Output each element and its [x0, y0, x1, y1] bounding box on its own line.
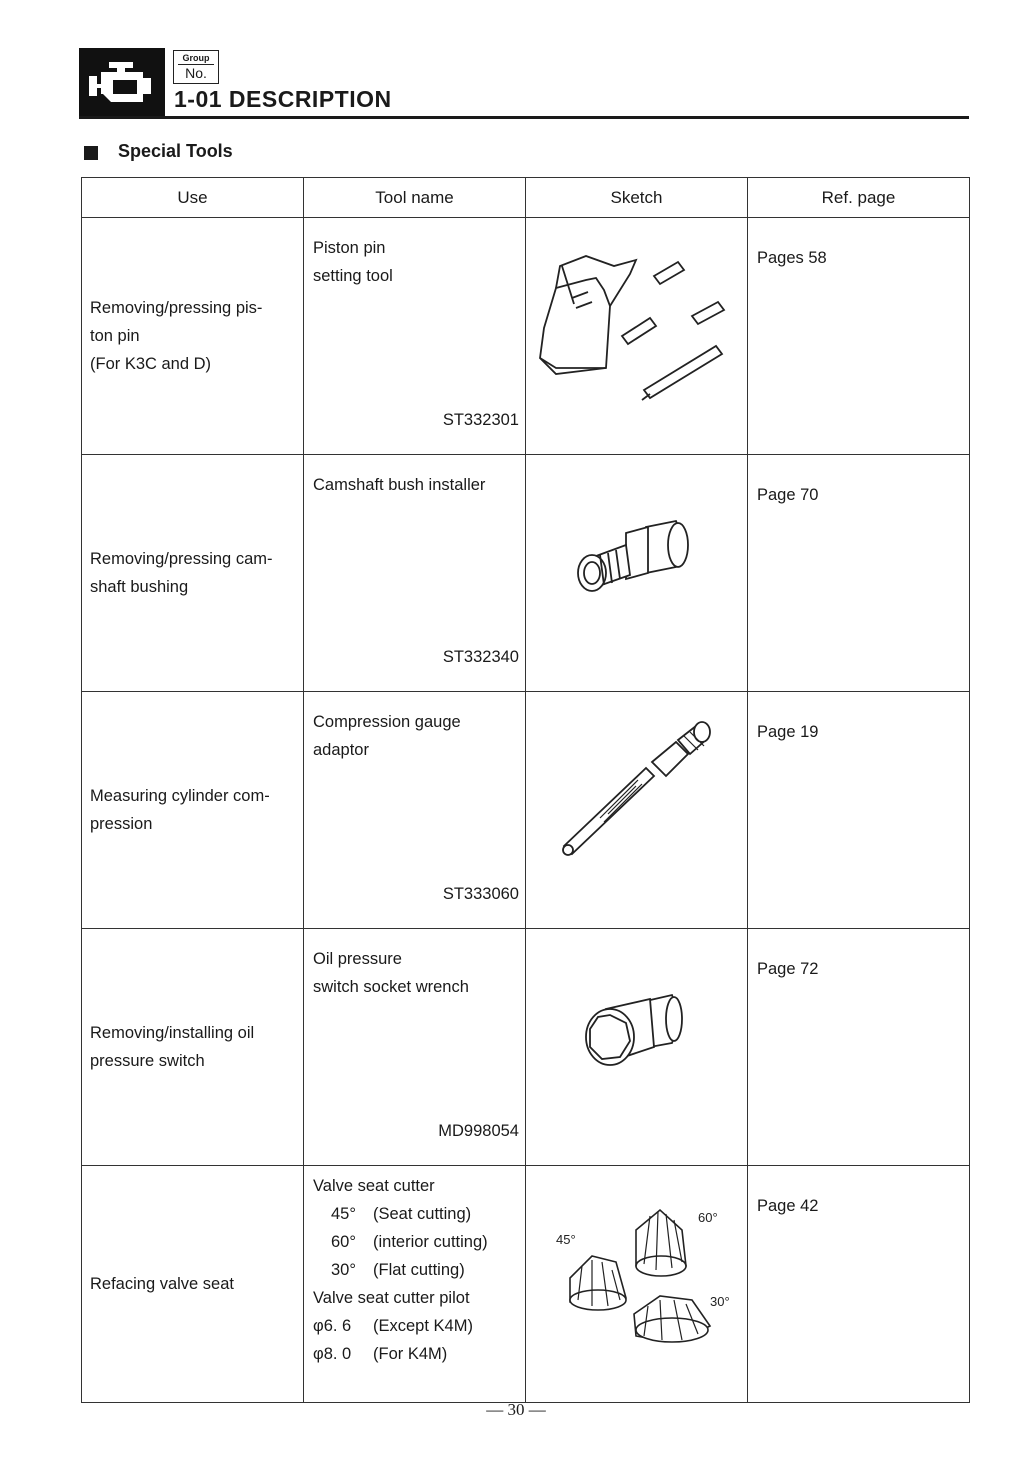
tool-spec-line	[313, 1228, 517, 1256]
angle-label-45: 45°	[556, 1232, 576, 1247]
use-text: Removing/pressing cam-	[90, 550, 273, 568]
tool-code: ST333060	[442, 885, 519, 903]
tool-spec-line	[313, 1312, 517, 1340]
ref-page-cell: Page 72	[748, 929, 970, 1166]
sketch-cell	[526, 455, 748, 692]
sketch-cell	[526, 1166, 748, 1403]
section-title: Special Tools	[118, 141, 233, 161]
use-text: ton pin	[90, 327, 140, 345]
table-row	[82, 929, 970, 1166]
camshaft-bush-installer-sketch	[526, 455, 748, 665]
engine-group-badge	[79, 48, 165, 118]
tool-name-cell	[304, 1166, 526, 1403]
tool-spec-line	[313, 1256, 517, 1284]
group-number-box	[173, 50, 219, 84]
column-header-ref-page: Ref. page	[748, 178, 970, 218]
tool-code: ST332301	[442, 411, 519, 429]
tool-name-text: Oil pressure	[313, 950, 402, 968]
socket-wrench-sketch	[526, 929, 748, 1139]
use-text: (For K3C and D)	[90, 355, 212, 373]
table-row	[82, 455, 970, 692]
tool-name-text: Piston pin	[313, 239, 386, 257]
tool-name-text: Compression gauge	[313, 713, 461, 731]
no-label: No.	[178, 64, 214, 81]
angle-value: 60°	[331, 1233, 356, 1251]
use-cell	[82, 929, 304, 1166]
spec-text: (Except K4M)	[373, 1317, 473, 1335]
use-text: pression	[90, 815, 153, 833]
use-text: shaft bushing	[90, 578, 189, 596]
angle-label-30: 30°	[710, 1294, 730, 1309]
column-header-sketch: Sketch	[526, 178, 748, 218]
tool-spec-line	[313, 1340, 517, 1368]
column-header-tool-name: Tool name	[304, 178, 526, 218]
angle-value: 30°	[331, 1261, 356, 1279]
spec-text: (For K4M)	[373, 1345, 448, 1363]
sketch-cell	[526, 218, 748, 455]
column-header-use: Use	[82, 178, 304, 218]
use-cell	[82, 455, 304, 692]
table-row	[82, 692, 970, 929]
tool-name-cell	[304, 692, 526, 929]
tool-name-text: Valve seat cutter pilot	[313, 1289, 470, 1307]
page-title: 1-01 DESCRIPTION	[174, 86, 392, 112]
ref-page-cell: Pages 58	[748, 218, 970, 455]
tool-code: ST332340	[442, 648, 519, 666]
ref-page-cell: Page 19	[748, 692, 970, 929]
angle-value: 45°	[331, 1205, 356, 1223]
page-number: — 30 —	[486, 1400, 546, 1419]
tool-name-text: setting tool	[313, 267, 393, 285]
tool-name-cell	[304, 455, 526, 692]
valve-seat-cutter-sketch	[526, 1166, 748, 1376]
tool-name-text: Valve seat cutter	[313, 1177, 435, 1195]
use-text: Measuring cylinder com-	[90, 787, 270, 805]
use-text: Removing/pressing pis-	[90, 299, 263, 317]
use-text: pressure switch	[90, 1052, 205, 1070]
use-text: Removing/installing oil	[90, 1024, 255, 1042]
tool-name-text: Camshaft bush installer	[313, 476, 486, 494]
diameter-value: φ8. 0	[313, 1345, 352, 1363]
use-text: Refacing valve seat	[90, 1275, 234, 1293]
ref-page-cell: Page 70	[748, 455, 970, 692]
tool-name-cell	[304, 218, 526, 455]
diameter-value: φ6. 6	[313, 1317, 352, 1335]
tool-name-cell	[304, 929, 526, 1166]
table-header-row	[82, 178, 970, 218]
tool-spec-line	[313, 1200, 517, 1228]
ref-page-cell: Page 42	[748, 1166, 970, 1403]
piston-pin-setting-tool-sketch	[526, 218, 748, 428]
spec-text: (Seat cutting)	[373, 1205, 472, 1223]
use-cell	[82, 218, 304, 455]
title-divider	[79, 116, 969, 119]
use-cell	[82, 692, 304, 929]
sketch-cell	[526, 929, 748, 1166]
group-label: Group	[182, 53, 210, 63]
special-tools-table	[81, 177, 970, 1403]
sketch-cell	[526, 692, 748, 929]
tool-code: MD998054	[438, 1122, 519, 1140]
spec-text: (interior cutting)	[373, 1233, 488, 1251]
use-cell	[82, 1166, 304, 1403]
table-row	[82, 1166, 970, 1403]
engine-icon	[87, 60, 157, 108]
tool-name-text: switch socket wrench	[313, 978, 469, 996]
compression-gauge-adaptor-sketch	[526, 692, 748, 902]
table-row	[82, 218, 970, 455]
section-bullet-icon	[84, 146, 98, 160]
spec-text: (Flat cutting)	[373, 1261, 465, 1279]
angle-label-60: 60°	[698, 1210, 718, 1225]
tool-name-text: adaptor	[313, 741, 369, 759]
